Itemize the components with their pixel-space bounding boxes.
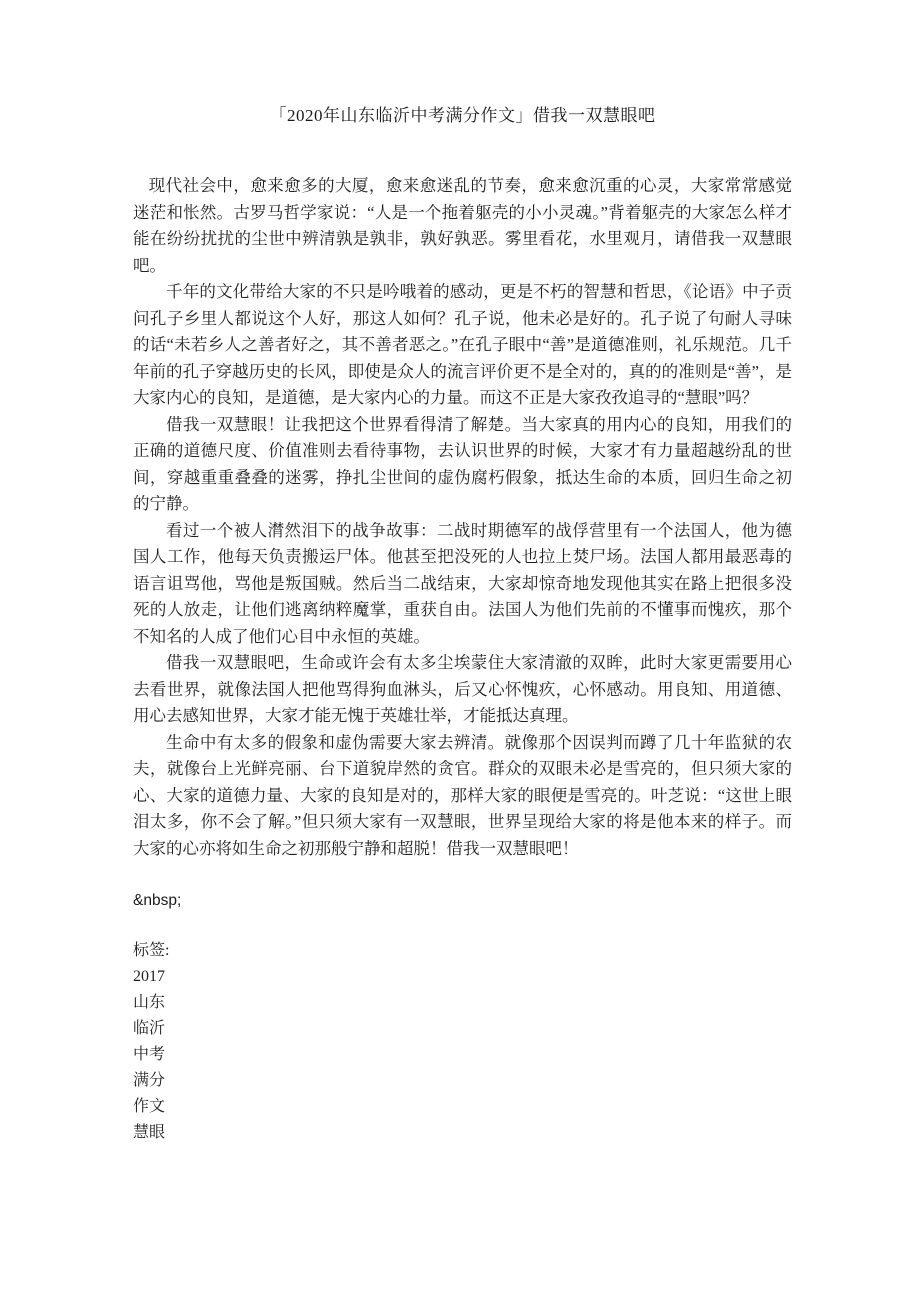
paragraph: 借我一双慧眼吧，生命或许会有太多尘埃蒙住大家清澈的双眸，此时大家更需要用心去看世界，就像法国人把他骂得狗血淋头，后又心怀愧疚，心怀感动。用良知、用道德、用心去感知世界，大家才能无愧于英雄壮举，才能抵达真理。	[133, 653, 792, 725]
nbsp-literal: &nbsp;	[133, 892, 182, 909]
tag-item: 慧眼	[133, 1124, 166, 1141]
tag-item: 作文	[133, 1098, 166, 1115]
paragraph: 千年的文化带给大家的不只是吟哦着的感动，更是不朽的智慧和哲思，《论语》中子贡问孔子乡里人都说这个人好，那这人如何？孔子说，他未必是好的。孔子说了句耐人寻味的话“未若乡人之善者好之，其不善者恶之。”在孔子眼中“善”是道德准则，礼乐规范。几千年前的孔子穿越历史的长风，即使是众人的流言评价更不是全对的，真的的准则是“善”，是大家内心的良知，是道德，是大家内心的力量。而这不正是大家孜孜追寻的“慧眼”吗？	[133, 282, 792, 407]
tag-item: 满分	[133, 1072, 166, 1089]
tag-item: 临沂	[133, 1020, 166, 1037]
paragraph: 现代社会中，愈来愈多的大厦，愈来愈迷乱的节奏，愈来愈沉重的心灵，大家常常感觉迷茫和怅然。古罗马哲学家说：“人是一个拖着躯壳的小小灵魂。”背着躯壳的大家怎么样才能在纷纷扰扰的尘世中辨清孰是孰非，孰好孰恶。雾里看花，水里观月，请借我一双慧眼吧。	[133, 176, 792, 275]
tag-list	[133, 964, 792, 1146]
document-body	[133, 173, 792, 862]
tag-item: 山东	[133, 994, 166, 1011]
document-title: 「2020年山东临沂中考满分作文」借我一双慧眼吧	[269, 106, 656, 125]
tag-item: 2017	[133, 968, 165, 985]
tags-label: 标签:	[133, 942, 170, 959]
paragraph: 生命中有太多的假象和虚伪需要大家去辨清。就像那个因误判而蹲了几十年监狱的农夫，就像台上光鲜亮丽、台下道貌岸然的贪官。群众的双眼未必是雪亮的，但只须大家的心、大家的道德力量、大家的良知是对的，那样大家的眼便是雪亮的。叶芝说：“这世上眼泪太多，你不会了解。”但只须大家有一双慧眼，世界呈现给大家的将是他本来的样子。而大家的心亦将如生命之初那般宁静和超脱！借我一双慧眼吧！	[133, 732, 792, 858]
paragraph: 看过一个被人潸然泪下的战争故事：二战时期德军的战俘营里有一个法国人，他为德国人工作，他每天负责搬运尸体。他甚至把没死的人也拉上焚尸场。法国人都用最恶毒的语言诅骂他，骂他是叛国贼。然后当二战结束，大家却惊奇地发现他其实在路上把很多没死的人放走，让他们逃离纳粹魔掌，重获自由。法国人为他们先前的不懂事而愧疚，那个不知名的人成了他们心目中永恒的英雄。	[133, 520, 792, 646]
tag-item: 中考	[133, 1046, 166, 1063]
paragraph: 借我一双慧眼！让我把这个世界看得清了解楚。当大家真的用内心的良知，用我们的正确的道德尺度、价值准则去看待事物，去认识世界的时候，大家才有力量超越纷乱的世间，穿越重重叠叠的迷雾，挣扎尘世间的虚伪腐朽假象，抵达生命的本质，回归生命之初的宁静。	[133, 414, 792, 513]
